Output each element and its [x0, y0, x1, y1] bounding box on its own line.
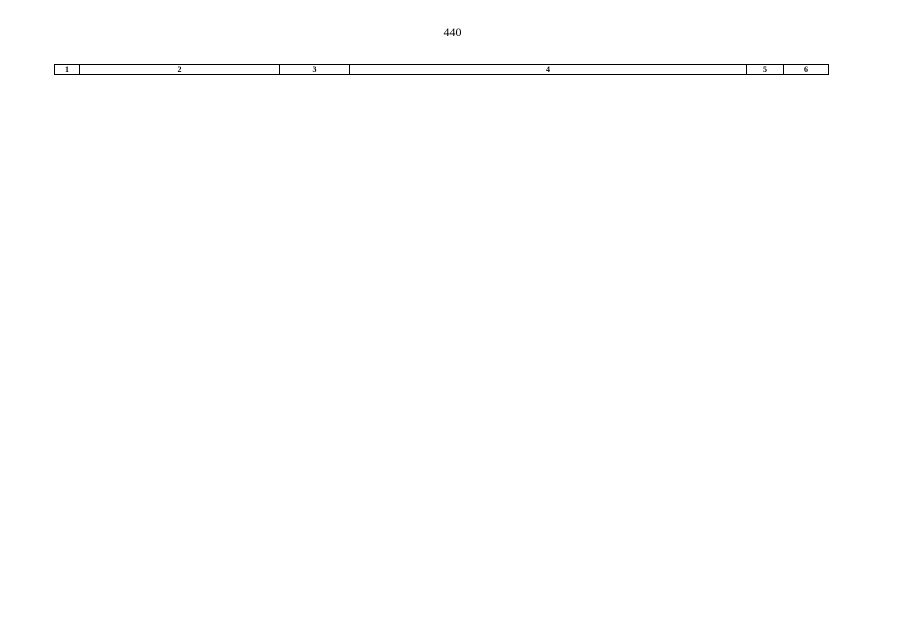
column-header: 3 [280, 65, 350, 75]
table-header-row [55, 65, 829, 75]
column-header: 1 [55, 65, 80, 75]
page-number: 440 [443, 25, 462, 39]
column-header: 6 [784, 65, 829, 75]
column-header: 2 [80, 65, 280, 75]
column-header: 4 [350, 65, 747, 75]
waste-register-table [54, 64, 829, 75]
column-header: 5 [747, 65, 784, 75]
